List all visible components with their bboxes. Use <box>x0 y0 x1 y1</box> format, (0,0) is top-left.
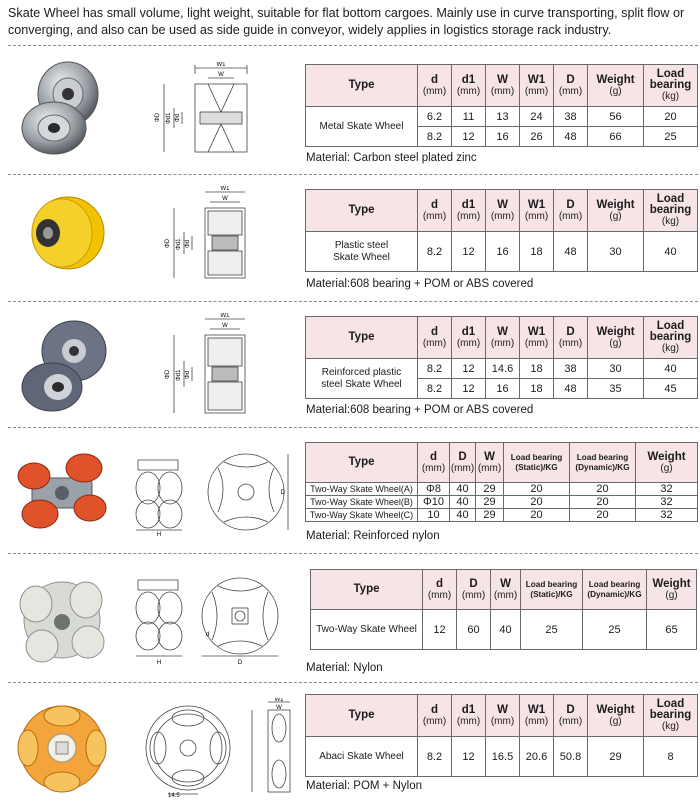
type-cell: Two-Way Skate Wheel(B) <box>306 496 418 509</box>
cell: 16.5 <box>486 737 520 777</box>
header-d1: d1 (mm) <box>452 317 486 359</box>
cell: 12 <box>452 737 486 777</box>
cell: 65 <box>647 610 697 650</box>
drawing-label-w: W <box>222 196 228 202</box>
cell: 40 <box>644 359 698 379</box>
header-type: Type <box>306 443 418 483</box>
header-weight: Weight (g) <box>588 695 644 737</box>
cell: 38 <box>554 359 588 379</box>
reinforced-drawing <box>160 313 260 418</box>
cell: 16 <box>486 379 520 399</box>
header-w: W (mm) <box>486 190 520 232</box>
table-row <box>306 359 698 379</box>
cell: 48 <box>554 127 588 147</box>
cell: 45 <box>644 379 698 399</box>
drawing-label-d-outer: ΦD <box>165 238 171 248</box>
header-type: Type <box>306 65 418 107</box>
cell: 12 <box>452 232 486 272</box>
header-w1: W1 (mm) <box>520 190 554 232</box>
cell: 20 <box>570 496 636 509</box>
cell: 66 <box>588 127 644 147</box>
material-text: Material: Nylon <box>306 662 383 674</box>
cell: 16 <box>486 127 520 147</box>
cell: 12 <box>452 359 486 379</box>
cell: 20 <box>504 483 570 496</box>
drawing-label-w: W <box>222 323 228 329</box>
cell: 12 <box>452 379 486 399</box>
header-load-static: Load bearing (Static)/KG <box>521 570 583 610</box>
header-load-static: Load bearing (Static)/KG <box>504 443 570 483</box>
cell: 40 <box>644 232 698 272</box>
cell: 60 <box>457 610 491 650</box>
spec-table-metal <box>305 64 698 147</box>
cell: 12 <box>452 127 486 147</box>
cell: 24 <box>520 107 554 127</box>
cell: 40 <box>450 496 476 509</box>
material-text: Material: Reinforced nylon <box>306 530 440 542</box>
header-d-outer: D (mm) <box>554 65 588 107</box>
two-way-nylon-drawing <box>128 574 288 669</box>
drawing-label-d-inner: Φd <box>185 370 191 379</box>
cell: Φ8 <box>418 483 450 496</box>
header-load: Load bearing (kg) <box>644 190 698 232</box>
cell: 6.2 <box>418 107 452 127</box>
drawing-label-w: W <box>218 72 224 78</box>
header-type: Type <box>306 190 418 232</box>
spec-table-two-way-nylon <box>310 569 697 650</box>
section-divider <box>8 553 698 554</box>
type-cell: Reinforced plastic steel Skate Wheel <box>306 359 418 399</box>
cell: 25 <box>521 610 583 650</box>
table-row <box>306 509 698 522</box>
drawing-label-dim: 14.5 <box>168 793 180 798</box>
table-row <box>311 610 697 650</box>
section-divider <box>8 427 698 428</box>
table-row <box>306 496 698 509</box>
section-divider <box>8 174 698 175</box>
cell: 29 <box>476 496 504 509</box>
spec-table-plastic-steel <box>305 189 698 272</box>
spec-table-abaci <box>305 694 698 777</box>
type-cell: Plastic steel Skate Wheel <box>306 232 418 272</box>
intro-text: Skate Wheel has small volume, light weight, suitable for flat bottom cargoes. Mainly use in curve transporting, split flow or converging, and also can be used as side guide in conveyor, widely applies in logistics storage rack industry. <box>8 6 685 37</box>
cell: 40 <box>450 509 476 522</box>
material-text: Material:608 bearing + POM or ABS covered <box>306 404 534 416</box>
metal-wheel-drawing <box>150 62 260 162</box>
drawing-label-h: H <box>156 532 162 536</box>
header-weight: Weight (g) <box>588 317 644 359</box>
header-d1: d1 (mm) <box>452 695 486 737</box>
drawing-label-w1: W1 <box>220 186 230 192</box>
drawing-label-d-inner: Φd <box>175 113 181 122</box>
material-text: Material: Carbon steel plated zinc <box>306 152 477 164</box>
header-w: W (mm) <box>486 317 520 359</box>
material-text: Material:608 bearing + POM or ABS covered <box>306 278 534 290</box>
header-w: W (mm) <box>486 65 520 107</box>
material-text: Material: POM + Nylon <box>306 780 422 792</box>
cell: 18 <box>520 379 554 399</box>
spec-table-reinforced <box>305 316 698 399</box>
cell: 20.6 <box>520 737 554 777</box>
drawing-label-d: D <box>280 490 285 496</box>
cell: 48 <box>554 232 588 272</box>
cell: 8.2 <box>418 379 452 399</box>
drawing-label-w1: W1 <box>216 62 226 68</box>
metal-skate-wheel-photo <box>14 58 106 158</box>
header-type: Type <box>306 695 418 737</box>
cell: 25 <box>644 127 698 147</box>
header-w1: W1 (mm) <box>520 317 554 359</box>
cell: 30 <box>588 232 644 272</box>
cell: 29 <box>476 509 504 522</box>
cell: Φ10 <box>418 496 450 509</box>
cell: 8.2 <box>418 127 452 147</box>
cell: 25 <box>583 610 647 650</box>
header-load-dynamic: Load bearing (Dynamic)/KG <box>583 570 647 610</box>
cell: 48 <box>554 379 588 399</box>
cell: 20 <box>504 509 570 522</box>
section-divider <box>8 301 698 302</box>
drawing-label-d-outer: ΦD <box>155 112 161 122</box>
header-weight: Weight (g) <box>636 443 698 483</box>
type-cell: Two-Way Skate Wheel(C) <box>306 509 418 522</box>
drawing-label-d-inner: Φd <box>185 239 191 248</box>
cell: 11 <box>452 107 486 127</box>
two-way-drawing <box>128 452 293 536</box>
header-load: Load bearing (kg) <box>644 695 698 737</box>
plastic-steel-drawing <box>160 186 260 286</box>
drawing-label-h: H <box>156 660 162 666</box>
table-row <box>306 737 698 777</box>
header-d1: d1 (mm) <box>452 190 486 232</box>
cell: 29 <box>476 483 504 496</box>
header-d: d (mm) <box>418 443 450 483</box>
cell: 20 <box>504 496 570 509</box>
cell: 40 <box>491 610 521 650</box>
drawing-label-d-small: d <box>206 632 210 638</box>
two-way-orange-wheel-photo <box>12 448 112 536</box>
section-divider <box>8 45 698 46</box>
cell: 29 <box>588 737 644 777</box>
cell: 18 <box>520 359 554 379</box>
cell: 10 <box>418 509 450 522</box>
type-cell: Metal Skate Wheel <box>306 107 418 147</box>
cell: 8.2 <box>418 359 452 379</box>
header-w: W (mm) <box>486 695 520 737</box>
table-row <box>306 232 698 272</box>
drawing-label-w1: W1 <box>274 698 284 703</box>
cell: 8.2 <box>418 737 452 777</box>
header-d: d (mm) <box>418 695 452 737</box>
drawing-label-d-outer: ΦD <box>165 369 171 379</box>
table-row <box>306 107 698 127</box>
plastic-steel-wheel-photo <box>18 193 108 273</box>
type-cell: Two-Way Skate Wheel <box>311 610 423 650</box>
drawing-label-w: W <box>276 705 282 711</box>
header-d: d (mm) <box>418 190 452 232</box>
drawing-label-d1: Φd1 <box>166 112 172 124</box>
abaci-wheel-photo <box>16 702 111 794</box>
cell: 18 <box>520 232 554 272</box>
header-type: Type <box>311 570 423 610</box>
type-cell: Abaci Skate Wheel <box>306 737 418 777</box>
type-cell: Two-Way Skate Wheel(A) <box>306 483 418 496</box>
cell: 30 <box>588 359 644 379</box>
table-row <box>306 483 698 496</box>
cell: 20 <box>644 107 698 127</box>
header-weight: Weight (g) <box>647 570 697 610</box>
header-d: d (mm) <box>418 65 452 107</box>
header-w: W (mm) <box>476 443 504 483</box>
cell: 38 <box>554 107 588 127</box>
header-w1: W1 (mm) <box>520 65 554 107</box>
cell: 32 <box>636 483 698 496</box>
cell: 56 <box>588 107 644 127</box>
cell: 14.6 <box>486 359 520 379</box>
cell: 40 <box>450 483 476 496</box>
header-w1: W1 (mm) <box>520 695 554 737</box>
header-weight: Weight (g) <box>588 65 644 107</box>
drawing-label-d1: Φd1 <box>176 369 182 381</box>
header-type: Type <box>306 317 418 359</box>
two-way-nylon-wheel-photo <box>12 570 112 670</box>
cell: 35 <box>588 379 644 399</box>
header-d-outer: D (mm) <box>554 695 588 737</box>
header-d: d (mm) <box>418 317 452 359</box>
header-weight: Weight (g) <box>588 190 644 232</box>
cell: 16 <box>486 232 520 272</box>
header-d1: d1 (mm) <box>452 65 486 107</box>
header-load: Load bearing (kg) <box>644 65 698 107</box>
header-d: d (mm) <box>423 570 457 610</box>
cell: 12 <box>423 610 457 650</box>
header-load: Load bearing (kg) <box>644 317 698 359</box>
cell: 32 <box>636 496 698 509</box>
cell: 32 <box>636 509 698 522</box>
abaci-drawing <box>128 698 293 798</box>
cell: 13 <box>486 107 520 127</box>
drawing-label-d1: Φd1 <box>176 238 182 250</box>
header-d-outer: D (mm) <box>554 190 588 232</box>
drawing-label-w1: W1 <box>220 313 230 319</box>
cell: 50.8 <box>554 737 588 777</box>
cell: 26 <box>520 127 554 147</box>
header-d-outer: D (mm) <box>450 443 476 483</box>
spec-table-two-way-a-b-c <box>305 442 698 522</box>
cell: 20 <box>570 509 636 522</box>
section-divider <box>8 682 698 683</box>
header-d-outer: D (mm) <box>457 570 491 610</box>
header-load-dynamic: Load bearing (Dynamic)/KG <box>570 443 636 483</box>
cell: 8.2 <box>418 232 452 272</box>
header-d-outer: D (mm) <box>554 317 588 359</box>
drawing-label-d: D <box>237 660 243 666</box>
cell: 20 <box>570 483 636 496</box>
header-w: W (mm) <box>491 570 521 610</box>
reinforced-wheel-photo <box>14 315 109 415</box>
cell: 8 <box>644 737 698 777</box>
